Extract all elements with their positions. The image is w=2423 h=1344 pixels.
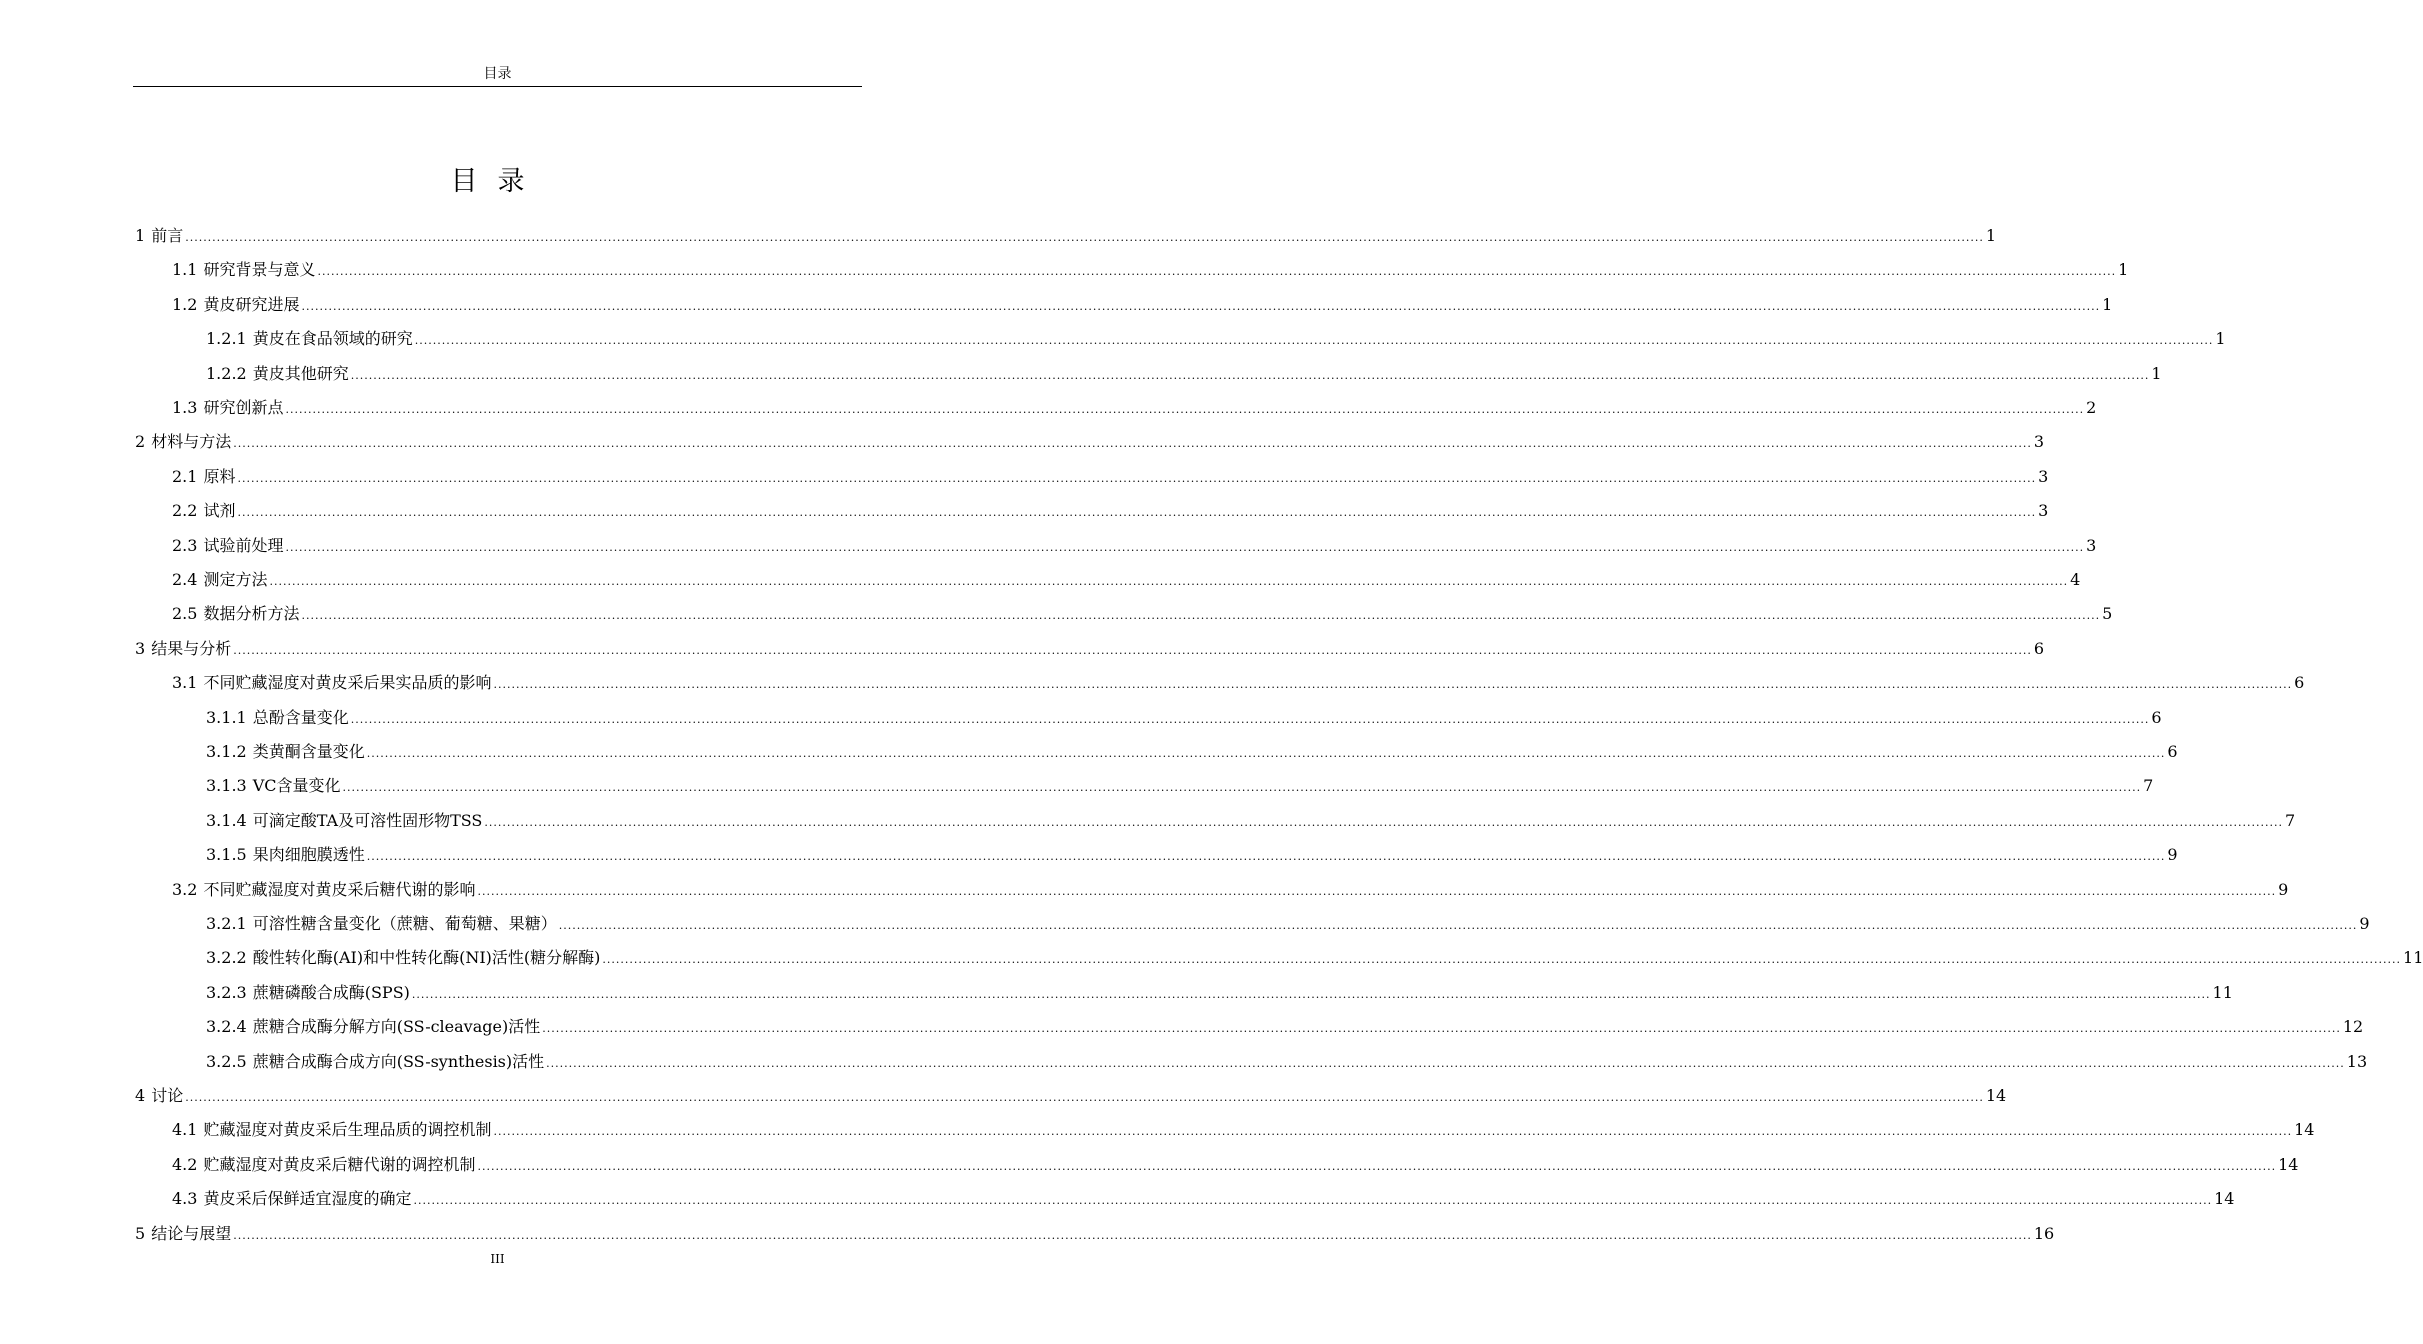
toc-entry[interactable] [135, 1085, 2007, 1107]
dot-leader: ................................................................................................................................................................................................................................................................................................................................................................................................................ [546, 1056, 2345, 1070]
toc-entry-title: 黄皮采后保鲜适宜湿度的确定 [203, 1189, 412, 1209]
toc-entry-number: 5 [135, 1223, 146, 1243]
toc-entry-title: 原料 [203, 466, 236, 486]
toc-entry-page: 16 [2033, 1223, 2055, 1243]
toc-entry[interactable] [172, 1154, 2299, 1176]
toc-entry-page: 1 [2151, 363, 2162, 383]
toc-entry-title: 研究创新点 [203, 398, 284, 417]
toc-entry[interactable] [135, 431, 2045, 453]
toc-entry[interactable] [206, 741, 2178, 763]
toc-entry-number: 2.1 [172, 466, 198, 486]
toc-entry-page: 1 [2118, 260, 2129, 280]
toc-entry-page: 1 [1985, 226, 1997, 245]
dot-leader: ................................................................................................................................................................................................................................................................................................................................................................................................................ [285, 540, 2085, 554]
toc-entry-title: 类黄酮含量变化 [252, 742, 365, 761]
toc-entry[interactable] [172, 294, 2113, 316]
toc-entry-number: 3.1.4 [206, 810, 247, 830]
toc-entry[interactable] [172, 879, 2289, 901]
toc-entry-page: 6 [2167, 742, 2178, 761]
dot-leader: ................................................................................................................................................................................................................................................................................................................................................................................................................ [411, 987, 2211, 1001]
toc-entry-title: 可溶性糖含量变化（蔗糖、葡萄糖、果糖） [252, 914, 557, 933]
toc-entry-title: 贮藏湿度对黄皮采后生理品质的调控机制 [203, 1120, 492, 1140]
dot-leader: ................................................................................................................................................................................................................................................................................................................................................................................................................ [285, 403, 2085, 416]
toc-entry-number: 1.2 [172, 294, 198, 314]
dot-leader: ................................................................................................................................................................................................................................................................................................................................................................................................................ [366, 850, 2166, 864]
toc-entry-page: 11 [2212, 982, 2233, 1002]
toc-entry[interactable] [206, 844, 2178, 866]
dot-leader: ................................................................................................................................................................................................................................................................................................................................................................................................................ [350, 712, 2150, 726]
toc-entry-title: 黄皮研究进展 [203, 294, 300, 314]
dot-leader: ................................................................................................................................................................................................................................................................................................................................................................................................................ [317, 265, 2117, 279]
toc-entry[interactable] [172, 569, 2081, 591]
toc-entry-title: 蔗糖磷酸合成酶(SPS) [252, 982, 410, 1002]
toc-entry[interactable] [206, 363, 2162, 385]
toc-entry-page: 11 [2403, 948, 2423, 968]
dot-leader: ................................................................................................................................................................................................................................................................................................................................................................................................................ [185, 231, 1984, 244]
toc-entry-title: 可滴定酸TA及可溶性固形物TSS [252, 810, 483, 830]
toc-entry-number: 2.4 [172, 570, 198, 589]
toc-entry[interactable] [172, 500, 2049, 522]
dot-leader: ................................................................................................................................................................................................................................................................................................................................................................................................................ [366, 747, 2166, 760]
dot-leader: ................................................................................................................................................................................................................................................................................................................................................................................................................ [350, 368, 2150, 382]
dot-leader: ................................................................................................................................................................................................................................................................................................................................................................................................................ [414, 334, 2214, 348]
toc-entry-title: 数据分析方法 [203, 604, 300, 624]
page-number: III [490, 1252, 505, 1266]
toc-entry[interactable] [172, 259, 2129, 281]
toc-entry-page: 12 [2342, 1017, 2364, 1037]
toc-entry-title: 前言 [151, 226, 184, 245]
toc-entry-page: 1 [2102, 294, 2113, 314]
page-title: 目录 [450, 166, 545, 198]
toc-entry-number: 3.2.2 [206, 948, 247, 968]
toc-entry-title: 蔗糖合成酶分解方向(SS-cleavage)活性 [252, 1017, 541, 1037]
dot-leader: ................................................................................................................................................................................................................................................................................................................................................................................................................ [237, 471, 2037, 485]
toc-entry-number: 3.1.1 [206, 707, 247, 727]
toc-entry-page: 14 [2214, 1189, 2235, 1209]
dot-leader: ................................................................................................................................................................................................................................................................................................................................................................................................................ [493, 1125, 2293, 1139]
toc-entry-page: 6 [2033, 638, 2045, 658]
toc-entry-number: 4.3 [172, 1189, 198, 1209]
dot-leader: ................................................................................................................................................................................................................................................................................................................................................................................................................ [558, 919, 2358, 932]
toc-entry-page: 6 [2151, 707, 2162, 727]
toc-entry[interactable] [172, 535, 2097, 557]
toc-entry-page: 3 [2033, 432, 2045, 452]
dot-leader: ................................................................................................................................................................................................................................................................................................................................................................................................................ [237, 506, 2037, 520]
toc-entry-number: 1.3 [172, 398, 198, 417]
dot-leader: ................................................................................................................................................................................................................................................................................................................................................................................................................ [477, 1159, 2277, 1173]
toc-entry-title: 不同贮藏湿度对黄皮采后糖代谢的影响 [203, 879, 476, 899]
toc-entry[interactable] [206, 707, 2162, 729]
toc-entry-title: 贮藏湿度对黄皮采后糖代谢的调控机制 [203, 1154, 476, 1174]
toc-entry-number: 3.1.5 [206, 845, 247, 865]
toc-entry-page: 9 [2359, 914, 2370, 933]
toc-entry-title: VC含量变化 [252, 776, 341, 796]
toc-entry[interactable] [206, 1016, 2364, 1038]
toc-entry[interactable] [206, 328, 2226, 350]
toc-entry-title: 果肉细胞膜透性 [252, 845, 365, 865]
toc-entry[interactable] [206, 947, 2423, 969]
dot-leader: ................................................................................................................................................................................................................................................................................................................................................................................................................ [185, 1091, 1984, 1104]
toc-entry-title: 黄皮其他研究 [252, 363, 349, 383]
dot-leader: ................................................................................................................................................................................................................................................................................................................................................................................................................ [342, 781, 2142, 795]
dot-leader: ................................................................................................................................................................................................................................................................................................................................................................................................................ [233, 437, 2032, 451]
toc-entry-number: 3.2 [172, 879, 198, 899]
dot-leader: ................................................................................................................................................................................................................................................................................................................................................................................................................ [301, 299, 2101, 313]
toc-entry-number: 1.2.2 [206, 363, 247, 383]
toc-entry-page: 5 [2102, 604, 2113, 624]
toc-entry[interactable] [206, 810, 2296, 832]
toc-entry-number: 1 [135, 226, 146, 245]
toc-entry-page: 6 [2294, 673, 2305, 693]
toc-entry-page: 4 [2070, 570, 2081, 589]
toc-entry[interactable] [135, 1223, 2055, 1245]
toc-entry-number: 3.2.5 [206, 1051, 247, 1071]
toc-entry[interactable] [172, 603, 2113, 625]
dot-leader: ................................................................................................................................................................................................................................................................................................................................................................................................................ [542, 1022, 2341, 1036]
toc-entry-number: 3.2.4 [206, 1017, 247, 1037]
toc-entry-title: 材料与方法 [151, 432, 232, 452]
toc-entry-title: 结论与展望 [151, 1223, 232, 1243]
toc-entry-page: 3 [2086, 535, 2097, 555]
toc-entry-page: 9 [2167, 845, 2178, 865]
toc-entry-number: 2.2 [172, 501, 198, 521]
toc-entry-number: 3.1 [172, 673, 198, 693]
running-header: 目录 [483, 66, 512, 82]
dot-leader: ................................................................................................................................................................................................................................................................................................................................................................................................................ [484, 815, 2284, 829]
dot-leader: ................................................................................................................................................................................................................................................................................................................................................................................................................ [477, 884, 2277, 898]
toc-entry-number: 2.3 [172, 535, 198, 555]
dot-leader: ................................................................................................................................................................................................................................................................................................................................................................................................................ [233, 643, 2032, 657]
dot-leader: ................................................................................................................................................................................................................................................................................................................................................................................................................ [233, 1228, 2032, 1242]
toc-entry-page: 7 [2143, 776, 2154, 796]
toc-entry-title: 黄皮在食品领域的研究 [252, 329, 413, 349]
toc-entry-number: 3.1.2 [206, 742, 247, 761]
toc-entry-title: 结果与分析 [151, 638, 232, 658]
toc-entry-title: 测定方法 [203, 570, 268, 589]
toc-entry-number: 3.2.3 [206, 982, 247, 1002]
toc-entry-page: 14 [2294, 1120, 2315, 1140]
dot-leader: ................................................................................................................................................................................................................................................................................................................................................................................................................ [301, 609, 2101, 623]
toc-entry[interactable] [206, 982, 2233, 1004]
dot-leader: ................................................................................................................................................................................................................................................................................................................................................................................................................ [413, 1194, 2213, 1208]
toc-entry-number: 4 [135, 1086, 146, 1105]
toc-entry-page: 14 [2278, 1154, 2299, 1174]
toc-entry[interactable] [172, 397, 2097, 419]
toc-entry-page: 2 [2086, 398, 2097, 417]
toc-entry-number: 1.2.1 [206, 329, 247, 349]
toc-entry-page: 13 [2346, 1051, 2368, 1071]
toc-entry-number: 4.1 [172, 1120, 198, 1140]
toc-entry-title: 研究背景与意义 [203, 260, 316, 280]
toc-entry-title: 讨论 [151, 1086, 184, 1105]
toc-entry-title: 不同贮藏湿度对黄皮采后果实品质的影响 [203, 673, 492, 693]
toc-entry[interactable] [172, 1188, 2235, 1210]
toc-entry-number: 3.1.3 [206, 776, 247, 796]
toc-entry-title: 试剂 [203, 501, 236, 521]
toc-entry[interactable] [172, 1119, 2315, 1141]
toc-entry-page: 3 [2038, 501, 2049, 521]
toc-entry[interactable] [172, 466, 2049, 488]
toc-entry-title: 总酚含量变化 [252, 707, 349, 727]
dot-leader: ................................................................................................................................................................................................................................................................................................................................................................................................................ [493, 678, 2293, 692]
toc-entry-page: 1 [2215, 329, 2226, 349]
toc-entry-title: 试验前处理 [203, 535, 284, 555]
toc-entry-number: 4.2 [172, 1154, 198, 1174]
toc-entry[interactable] [206, 775, 2154, 797]
dot-leader: ................................................................................................................................................................................................................................................................................................................................................................................................................ [269, 575, 2069, 588]
toc-entry-page: 3 [2038, 466, 2049, 486]
toc-entry-number: 3.2.1 [206, 914, 247, 933]
toc-entry-page: 14 [1985, 1086, 2007, 1105]
toc-entry-title: 酸性转化酶(AI)和中性转化酶(NI)活性(糖分解酶) [252, 948, 601, 968]
toc-entry-page: 9 [2278, 879, 2289, 899]
toc-entry[interactable] [206, 1051, 2368, 1073]
toc-entry-number: 2 [135, 432, 146, 452]
dot-leader: ................................................................................................................................................................................................................................................................................................................................................................................................................ [602, 953, 2402, 967]
toc-entry[interactable] [172, 672, 2305, 694]
toc-entry[interactable] [135, 638, 2045, 660]
toc-entry-page: 7 [2285, 810, 2296, 830]
toc-entry-title: 蔗糖合成酶合成方向(SS-synthesis)活性 [252, 1051, 545, 1071]
toc-entry-number: 1.1 [172, 260, 198, 280]
toc-entry-number: 2.5 [172, 604, 198, 624]
toc-entry[interactable] [206, 913, 2370, 935]
toc-entry-number: 3 [135, 638, 146, 658]
toc-entry[interactable] [135, 225, 1997, 247]
